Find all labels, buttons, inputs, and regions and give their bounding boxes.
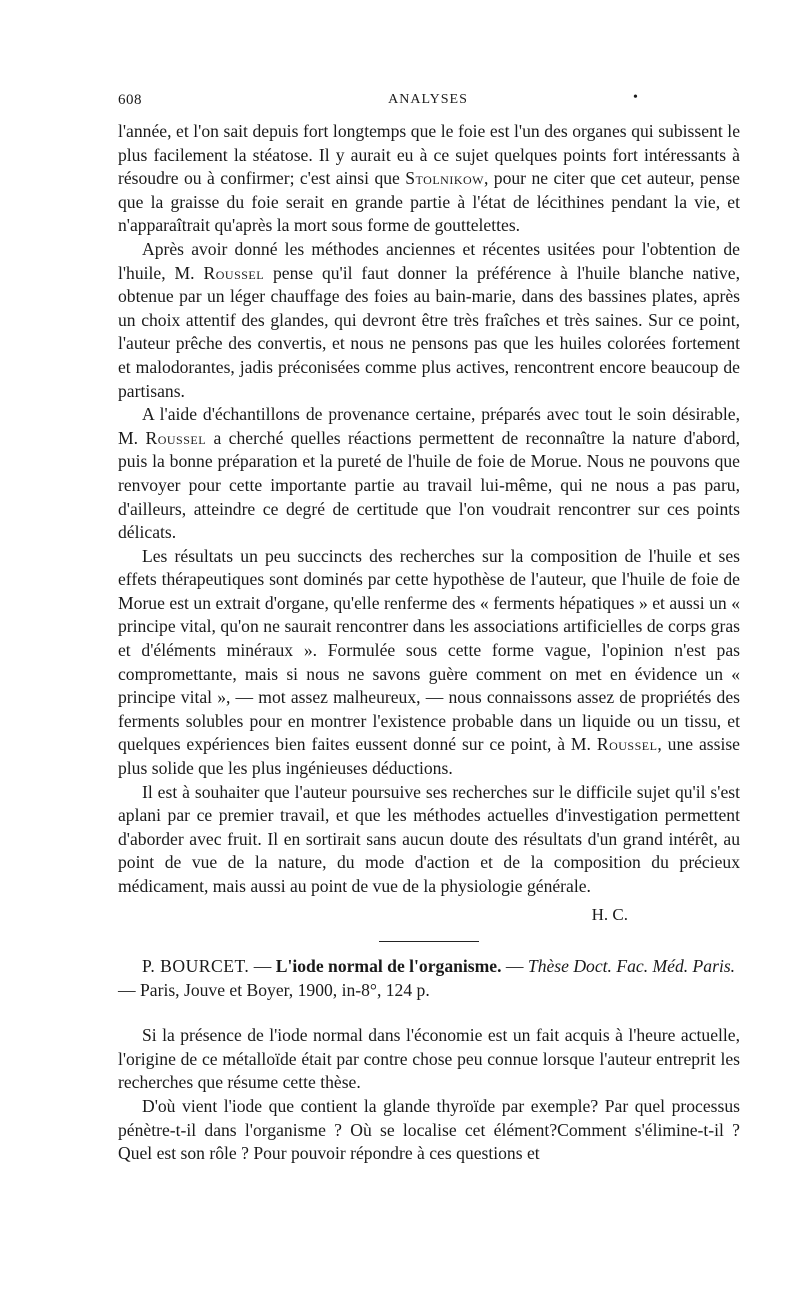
review-roussel bbox=[118, 120, 740, 942]
review-bourcet bbox=[118, 955, 740, 1166]
header-mark: • bbox=[633, 90, 639, 105]
bibliographic-citation: P. BOURCET. — L'iode normal de l'organisme. — Thèse Doct. Fac. Méd. Paris. — Paris, Jouve et Boyer, 1900, in-8°, 124 p. bbox=[118, 956, 736, 1000]
paragraph-1: l'année, et l'on sait depuis fort longtemps que le foie est l'un des organes qui subissent le plus facilement la stéatose. Il y aurait eu à ce sujet quelques points fort intéressants à résoudre ou à confirmer; c'est ainsi que Stolnikow, pour ne citer que cet auteur, pense que la graisse du foie serait en grande partie à l'état de lécithines pendant la vie, et n'apparaîtrait qu'après la mort sous forme de gouttelettes. bbox=[118, 121, 740, 236]
paragraph-3: A l'aide d'échantillons de provenance certaine, préparés avec tout le soin désirable, M. Roussel a cherché quelles réactions permettent de reconnaître la nature d'abord, puis la bonne préparation et la pureté de l'huile de foie de Morue. Nous ne pouvons que renvoyer pour cette importante partie au travail lui-même, qui ne nous a pas paru, d'ailleurs, atteindre ce degré de certitude que l'on voudrait rencontrer sur ces points délicats. bbox=[118, 404, 741, 543]
paragraph-1: Si la présence de l'iode normal dans l'économie est un fait acquis à l'heure actuelle, l'origine de ce métalloïde était par contre chose peu connue lorsque l'auteur entreprit les recherches que résume cette thèse. bbox=[118, 1025, 740, 1093]
paragraph-5: Il est à souhaiter que l'auteur poursuive ses recherches sur le difficile sujet qu'il s'est aplani par ce premier travail, et que les méthodes actuelles d'investigation permettent d'aborder avec fruit. Il en sortirait sans aucun doute des résultats d'un grand intérêt, au point de vue de la nature, du mode d'action et de la composition du précieux médicament, mais aussi au point de vue de la physiologie générale. bbox=[118, 781, 740, 896]
reviewer-signature: H. C. bbox=[591, 904, 628, 924]
author-name: Roussel bbox=[596, 734, 658, 755]
citation-title: L'iode normal de l'organisme. bbox=[275, 956, 502, 976]
page-number: 608 bbox=[118, 92, 142, 108]
author-name: Roussel bbox=[203, 262, 265, 283]
citation-publisher: — Paris, Jouve et Boyer, 1900, in-8°, 124 p. bbox=[118, 979, 430, 1000]
section-divider bbox=[379, 941, 479, 942]
paragraph-4: Les résultats un peu succincts des recherches sur la composition de l'huile et ses effets thérapeutiques sont dominés par cette hypothèse de l'auteur, que l'huile de foie de Morue est un extrait d'organe, qu'elle renferme des « ferments hépatiques » et aussi un « principe vital, qu'on ne saurait rencontrer dans les associations artificielles de corps gras et d'éléments minéraux ». Formulée sous cette forme vague, l'opinion n'est pas compromettante, mais si nous ne savons guère comment on met en évidence un « principe vital », — mot assez malheureux, — nous connaissons assez de propriétés des ferments solubles pour en montrer l'existence probable dans un liquide ou un tissu, et quelques expériences bien faites eussent donné sur ce point, à M. Roussel, une assise plus solide que les plus ingénieuses déductions. bbox=[118, 545, 740, 779]
author-name: Stolnikow bbox=[405, 168, 484, 189]
page-header bbox=[118, 92, 738, 112]
author-name: Roussel bbox=[145, 427, 207, 448]
citation-venue: Thèse Doct. Fac. Méd. Paris. bbox=[527, 956, 736, 976]
citation-author: P. BOURCET. bbox=[142, 956, 250, 976]
paragraph-2: D'où vient l'iode que contient la glande thyroïde par exemple? Par quel processus pénètre-t-il dans l'organisme ? Où se localise cet élément?Comment s'élimine-t-il ? Quel est son rôle ? Pour pouvoir répondre à ces questions et bbox=[118, 1095, 740, 1164]
running-title: ANALYSES bbox=[388, 92, 468, 107]
paragraph-2: Après avoir donné les méthodes anciennes et récentes usitées pour l'obtention de l'huile, M. Roussel pense qu'il faut donner la préférence à l'huile blanche native, obtenue par un léger chauffage des foies au bain-marie, dans des bassines plates, après un choix attentif des glandes, qui devront être très fraîches et très saines. Sur ce point, l'auteur prêche des convertis, et nous ne pensons pas que les huiles colorées fortement et malodorantes, jadis préconisées comme plus actives, rencontrent encore beaucoup de partisans. bbox=[118, 238, 740, 401]
